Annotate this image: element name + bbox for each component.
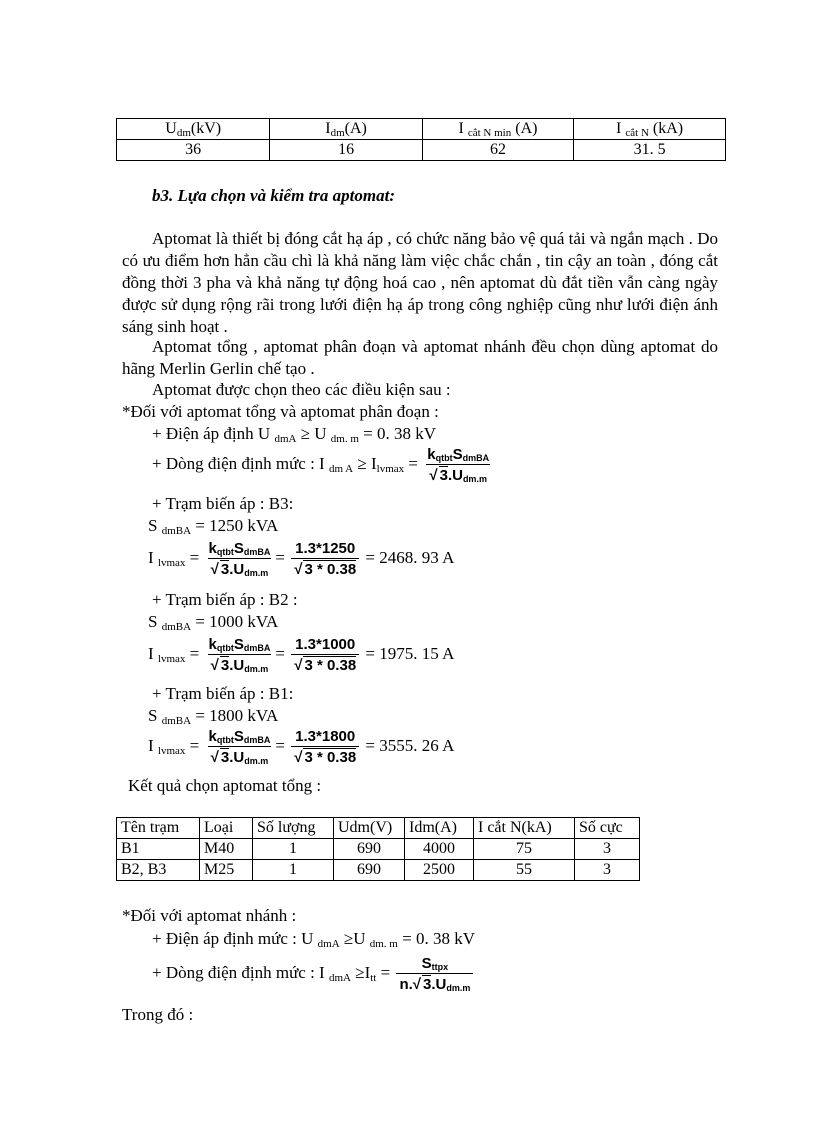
condition-current: + Dòng điện định mức : I $_{dm A} \ge I_{lvmax}$ = $\frac{k_{qtbt}S_{dmBA}}{√ 3.U_{dm.m}}$ [152, 446, 494, 484]
cell: 31. 5 [574, 140, 726, 161]
conditions-intro: Aptomat được chọn theo các điều kiện sau : [152, 380, 451, 399]
station-calc: I $_{lvmax}$ = $\frac{k_{qtbt}S_{dmBA}}{√ 3.U_{dm.m}}$ = $\frac{1.3*1250}{√ 3 * 0.38}$ = 2468. 93 A [148, 540, 455, 578]
cell: 75 [474, 839, 575, 860]
cell: 690 [334, 839, 405, 860]
numeric-fraction: $\frac{1.3*1800}{√ 3 * 0.38}$ [291, 728, 359, 766]
cell: 55 [474, 860, 575, 881]
branch-formula-fraction: $\frac{S_{ttpx}}{n.√ 3.U_{dm.m}}$ [396, 955, 473, 993]
cell: 16 [270, 140, 422, 161]
header-cell: Idm(A) [405, 818, 474, 839]
numeric-fraction: $\frac{1.3*1250}{√ 3 * 0.38}$ [291, 540, 359, 578]
station-power: S $_{dmBA}$ = 1000 kVA [148, 612, 279, 633]
header-cell: I cắt N(kA) [474, 818, 575, 839]
header-cell: Udm(V) [334, 818, 405, 839]
station-power: S $_{dmBA}$ = 1250 kVA [148, 516, 279, 537]
header-cell: Số cực [575, 818, 640, 839]
cell: B2, B3 [117, 860, 200, 881]
header-cell: Loại [200, 818, 253, 839]
branch-condition-current: + Dòng điện định mức : I $_{dmA} \ge I_{tt}$ = $\frac{S_{ttpx}}{n.√ 3.U_{dm.m}}$ [152, 955, 475, 993]
formula-fraction: $\frac{k_{qtbt}S_{dmBA}}{√ 3.U_{dm.m}}$ [208, 728, 271, 766]
table-row [117, 839, 640, 860]
result-label: Kết quả chọn aptomat tổng : [128, 776, 322, 795]
paragraph-1: Aptomat là thiết bị đóng cắt hạ áp , có chức năng bảo vệ quá tải và ngắn mạch . Do có ưu điểm hơn hẳn cầu chì là khả năng làm việc chắc chắn , tin cậy an toàn , đóng cắt đồng thời 3 pha và khả năng tự động hoá cao , nên aptomat dù đắt tiền vẫn càng ngày được sử dụng rộng rãi trong lưới điện hạ áp trong công nghiệp cũng như lưới điện ánh sáng sinh hoạt . [122, 229, 718, 336]
formula-fraction: $\frac{k_{qtbt}S_{dmBA}}{√ 3.U_{dm.m}}$ [208, 636, 271, 674]
cell: B1 [117, 839, 200, 860]
station-label: + Trạm biến áp : B3: [152, 494, 294, 513]
cell: 3 [575, 839, 640, 860]
formula-fraction: $\frac{k_{qtbt}S_{dmBA}}{√ 3.U_{dm.m}}$ [208, 540, 271, 578]
branch-condition-voltage: + Điện áp định mức : U $_{dmA}$ ≥U $_{dm. m}$ = 0. 38 kV [152, 929, 475, 950]
cell: 3 [575, 860, 640, 881]
paragraph-2: Aptomat tổng , aptomat phân đoạn và aptomat nhánh đều chọn dùng aptomat do hãng Merlin Gerlin chế tạo . [122, 337, 718, 378]
cell: 62 [422, 140, 573, 161]
cell: 690 [334, 860, 405, 881]
cell: 36 [117, 140, 270, 161]
table-header-row [117, 818, 640, 839]
header-icat-min: I $_{cắt N min}$ (A) [422, 119, 573, 140]
cell: 1 [253, 860, 334, 881]
table-header-row [117, 119, 726, 140]
station-label: + Trạm biến áp : B2 : [152, 590, 298, 609]
cell: 2500 [405, 860, 474, 881]
table-row [117, 860, 640, 881]
rating-table [116, 118, 726, 161]
header-idm: $I_{dm}(A)$ [270, 119, 422, 140]
header-cell: Số lượng [253, 818, 334, 839]
station-power: S $_{dmBA}$ = 1800 kVA [148, 706, 279, 727]
section-heading: b3. Lựa chọn và kiểm tra aptomat: [152, 186, 395, 205]
branch-header: *Đối với aptomat nhánh : [122, 906, 297, 925]
numeric-fraction: $\frac{1.3*1000}{√ 3 * 0.38}$ [291, 636, 359, 674]
station-calc: I $_{lvmax}$ = $\frac{k_{qtbt}S_{dmBA}}{√ 3.U_{dm.m}}$ = $\frac{1.3*1800}{√ 3 * 0.38}$ = 3555. 26 A [148, 728, 455, 766]
cell: 1 [253, 839, 334, 860]
total-header: *Đối với aptomat tổng và aptomat phân đoạn : [122, 402, 439, 421]
header-cell: Tên trạm [117, 818, 200, 839]
header-udm: $U_{dm}(kV)$ [117, 119, 270, 140]
station-calc: I $_{lvmax}$ = $\frac{k_{qtbt}S_{dmBA}}{√ 3.U_{dm.m}}$ = $\frac{1.3*1000}{√ 3 * 0.38}$ = 1975. 15 A [148, 636, 455, 674]
header-icat: I $_{cắt N}$ (kA) [574, 119, 726, 140]
cell: M25 [200, 860, 253, 881]
formula-fraction: $\frac{k_{qtbt}S_{dmBA}}{√ 3.U_{dm.m}}$ [427, 446, 490, 484]
station-label: + Trạm biến áp : B1: [152, 684, 294, 703]
aptomat-table [116, 817, 640, 881]
condition-voltage: + Điện áp định U $_{dmA}$ ≥ U $_{dm. m}$ = 0. 38 kV [152, 424, 437, 445]
cell: M40 [200, 839, 253, 860]
table-row [117, 140, 726, 161]
cell: 4000 [405, 839, 474, 860]
trong-do-label: Trong đó : [122, 1005, 194, 1024]
